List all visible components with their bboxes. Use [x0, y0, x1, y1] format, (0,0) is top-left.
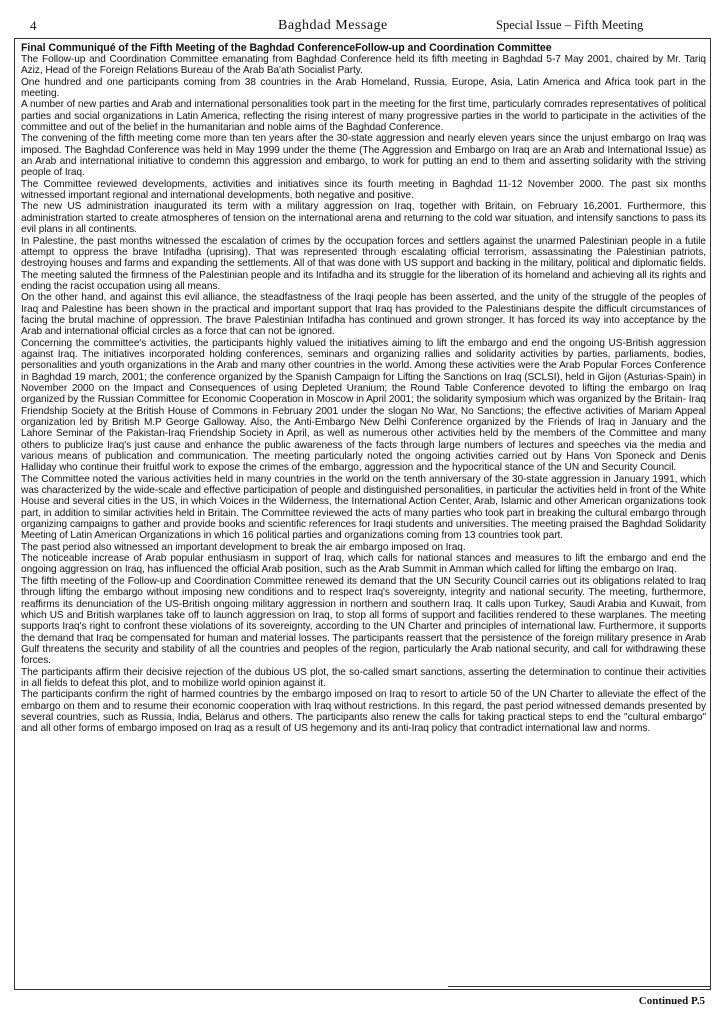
- continued-rule: [448, 986, 710, 987]
- paragraph: One hundred and one participants coming from 38 countries in the Arab Homeland, Russia, Europe, Asia, Latin America and Africa took part in the meeting.: [21, 76, 706, 100]
- paragraph: The Committee reviewed developments, activities and initiatives since its fourth meeting in Baghdad 11-12 November 2000. The past six months witnessed important regional and international developments, both negative and positive.: [21, 178, 706, 202]
- paragraph: The Follow-up and Coordination Committee emanating from Baghdad Conference held its fifth meeting in Baghdad 5-7 May 2001, chaired by Mr. Tariq Aziz, Head of the Foreign Relations Bureau of the Arab Ba'ath Socialist Party.: [21, 54, 706, 77]
- paragraph: The Committee noted the various activities held in many countries in the world on the tenth anniversary of the 30-state aggression in January 1991, which was characterized by the wide-scale and effective participation of people and distinguished personalities, in particular the activities held in front of the White House and several cities in the US, in which Voices in the Wilderness, the International Action Center, Arab, Islamic and other American organizations took part, in addition to similar activities held in Britain. The Committee reviewed the acts of many parties who took part in breaking the cultural embargo through organizing campaigns to gather and provide books and scientific references for Iraqi students and universities. The meeting praised the Baghdad Solidarity Meeting of Latin American Organizations in which 16 political parties and organizations coming from 13 countries took part.: [21, 473, 706, 542]
- paragraph: Concerning the committee's activities, the participants highly valued the initiatives aiming to lift the embargo and end the ongoing US-British aggression against Iraq. The initiatives incorporated holding conferences, seminars and organizing rallies and solidarity activities by parties, parliaments, bodies, personalities and youth organizations in the Arab and many other countries in the world. Among these activities were the Arab Popular Forces Conference in Baghdad 19 march, 2001; the conference organized by the Spanish Campaign for Lifting the Sanctions on Iraq (SCLSI), held in Gijon (Asturias-Spain) in November 2000 on the Impact and Consequences of using Depleted Uranium; the Round Table Conference devoted to lifting the embargo on Iraq organized by the Russian Committee for Economic Cooperation in Moscow in April 2001; the solidarity symposium which was organized by the Britain- Iraq Friendship Society at the British House of Commons in February 2001 under the slogan No War, No Sanctions; the effective activities of Mariam Appeal organization led by British M.P George Galloway. Also, the Anti-Embargo New Delhi Conference organized by the Friends of Iraq in January and the Lahore Seminar of the Pakistan-Iraq Friendship Society in April, as well as numerous other activities held by the members of the Committee and many others to publicize Iraq's just cause and enhance the public awareness of the facts through large numbers of lectures and speeches via the media and various means of publication and communication. The meeting particularly noted the ongoing activities carried out by Hans Von Sponeck and Denis Halliday who continue their fruitful work to expose the crimes of the embargo, aggression and the hypocritical stance of the UN and Security Council.: [21, 337, 706, 474]
- article-frame: [14, 38, 711, 990]
- paragraph: The fifth meeting of the Follow-up and Coordination Committee renewed its demand that the UN Security Council carries out its obligations related to Iraq through lifting the embargo without imposing new conditions and to respect Iraq's sovereignty, integrity and national security. The meeting, furthermore, reaffirms its denunciation of the US-British ongoing military aggression in northern and southern Iraq. It calls upon Turkey, Saudi Arabia and Kuwait, from which US and British warplanes take off to launch aggression on Iraq, to stop all forms of support and facilities rendered to these warplanes. The meeting supports Iraq's right to confront these violations of its sovereignty, according to the UN Charter and principles of international law. Furthermore, it supports the demand that Iraq be compensated for human and material losses. The participants reassert that the persistence of the foreign military presence in Arab Gulf threatens the security and stability of all the countries and peoples of the region, particularly the Arab national security, and call for withdrawing these forces.: [21, 575, 706, 667]
- page-header: [0, 14, 725, 36]
- article-body: [21, 42, 706, 735]
- paragraph: The past period also witnessed an important development to break the air embargo imposed on Iraq.: [21, 541, 466, 553]
- paragraph: The convening of the fifth meeting come more than ten years after the 30-state aggression and nearly eleven years since the unjust embargo on Iraq was imposed. The Baghdad Conference was held in May 1999 under the theme (The Aggression and Embargo on Iraq are an Arab and International Issue) as an Arab and international initiative to condemn this aggression and embargo, to work for putting an end to them and asserting solidarity with the striving people of Iraq.: [21, 133, 706, 179]
- page-number: 4: [30, 18, 37, 33]
- paragraph: The new US administration inaugurated its term with a military aggression on Iraq, together with Britain, on February 16,2001. Furthermore, this administration started to create atmospheres of tension on the international arena and returning to the cold war situation, and intensify sanctions to pass its evil plans in all continents.: [21, 201, 706, 236]
- publication-title: Baghdad Message: [278, 18, 388, 33]
- paragraph: The noticeable increase of Arab popular enthusiasm in support of Iraq, which calls for national stances and measures to lift the embargo and end the ongoing aggression on Iraq, has influenced the official Arab position, such as the Arab Summit in Amman which called for lifting the embargo on Iraq.: [21, 553, 706, 576]
- paragraph: The participants affirm their decisive rejection of the dubious US plot, the so-called smart sanctions, asserting the determination to continue their activities in all fields to defeat this plot, and to mobilize world opinion against it.: [21, 666, 706, 689]
- issue-label: Special Issue – Fifth Meeting: [496, 18, 644, 32]
- paragraph: A number of new parties and Arab and international personalities took part in the meeting for the first time, particularly comrades representatives of political parties and social organizations in Latin America, reflecting the rising interest of many progressive parties in the world to participate in the activities of the committee and out of the belief in the humanitarian and noble aims of the Baghdad Conference.: [21, 99, 706, 134]
- paragraph: In Palestine, the past months witnessed the escalation of crimes by the occupation forces and settlers against the unarmed Palestinian people in a futile attempt to oppress the brave Intifadha (uprising). That was represented through escalating official terrorism, assassinating the Palestinian patriots, destroying houses and farms and expanding the settlements. All of that was done with US support and backing in the military, political and diplomatic fields. The meeting saluted the firmness of the Palestinian people and its Intifadha and its struggle for the liberation of its homeland and achieving all its rights and ending the racist occupation using all means.: [21, 235, 706, 292]
- paragraph: The participants confirm the right of harmed countries by the embargo imposed on Iraq to resort to article 50 of the UN Charter to alleviate the effect of the embargo on them and to resume their economic cooperation with Iraq without restrictions. In this regard, the past period witnessed demands presented by several countries, such as Russia, India, Belarus and others. The participants also renew the calls for taking practical steps to end the "cultural embargo" and all other forms of embargo imposed on Iraq as a result of US hegemony and its anti-Iraq policy that contradict international law and norms.: [21, 689, 706, 735]
- paragraph: On the other hand, and against this evil alliance, the steadfastness of the Iraqi people has been asserted, and the unity of the struggle of the peoples of Iraq and Palestine has been shown in the practical and important support that Iraq has provided to the Palestinians despite the difficult circumstances of facing the brutal machine of oppression. The brave Palestinian Intifadha has continued and grown stronger. It has forced its way into acceptance by the Arab and international official circles as a force that can not be ignored.: [21, 292, 706, 338]
- article-title: Final Communiqué of the Fifth Meeting of the Baghdad ConferenceFollow-up and Coordination Committee: [21, 42, 552, 54]
- continued-note: Continued P.5: [638, 995, 705, 1007]
